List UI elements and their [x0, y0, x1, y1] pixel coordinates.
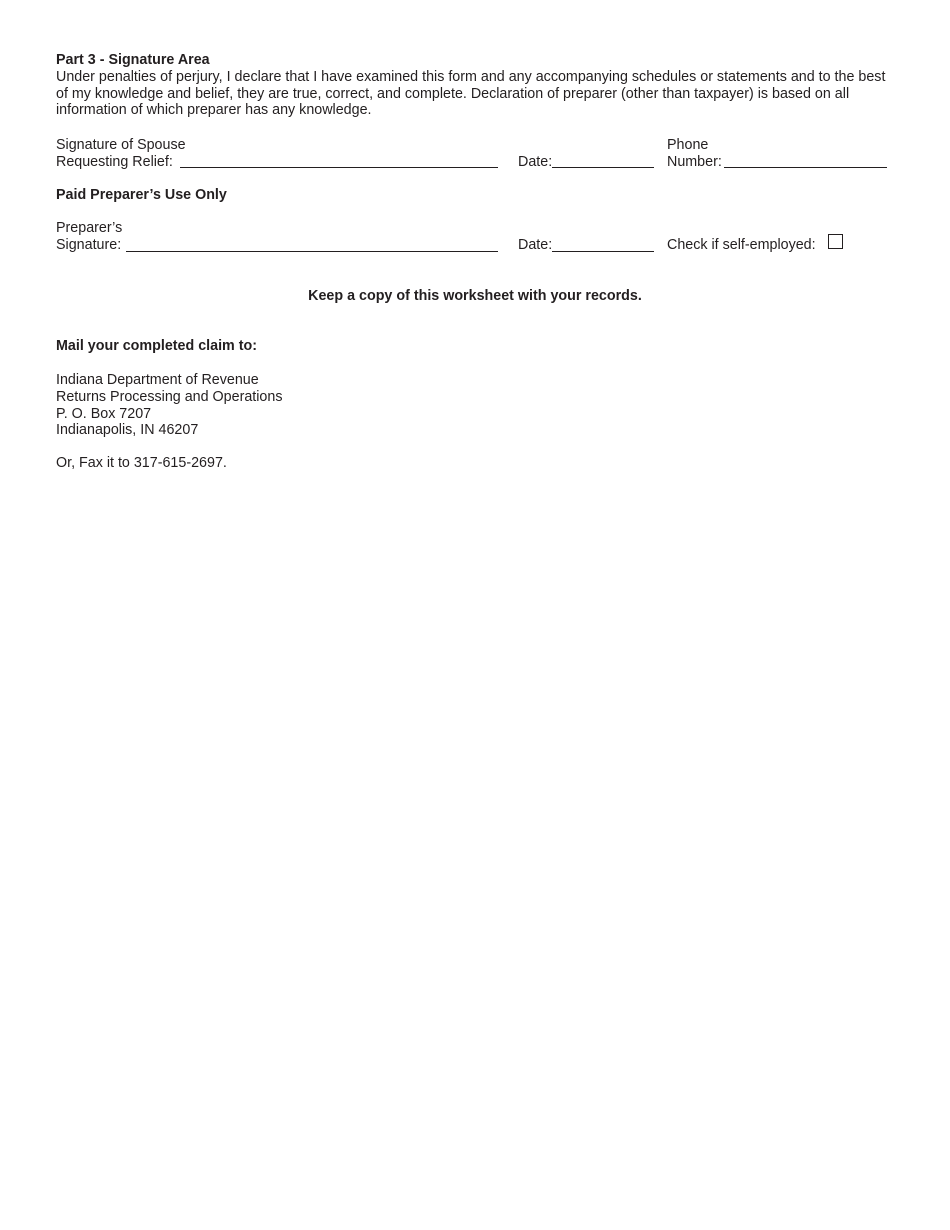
preparer-label-line2: Signature: — [56, 236, 122, 253]
fax-instruction: Or, Fax it to 317-615-2697. — [56, 455, 227, 471]
phone-number-line[interactable] — [724, 167, 887, 168]
phone-label-line2: Number: — [667, 153, 722, 170]
address-line: Returns Processing and Operations — [56, 388, 283, 405]
mail-heading: Mail your completed claim to: — [56, 338, 257, 354]
preparer-signature-label — [56, 220, 122, 254]
part3-heading: Part 3 - Signature Area — [56, 52, 210, 68]
paid-preparer-heading: Paid Preparer’s Use Only — [56, 187, 227, 203]
address-line: Indiana Department of Revenue — [56, 372, 259, 388]
mailing-address — [56, 372, 283, 439]
preparer-date-label: Date: — [518, 237, 553, 253]
preparer-date-line[interactable] — [552, 251, 654, 252]
phone-number-label — [667, 137, 722, 171]
self-employed-label: Check if self-employed: — [667, 237, 816, 253]
spouse-label-line2: Requesting Relief: — [56, 153, 173, 170]
address-line: P. O. Box 7207 — [56, 405, 152, 422]
preparer-label-line1: Preparer’s — [56, 220, 123, 236]
self-employed-checkbox[interactable] — [828, 234, 843, 249]
address-line: Indianapolis, IN 46207 — [56, 422, 199, 439]
perjury-declaration: Under penalties of perjury, I declare that I have examined this form and any accompanying schedules or statements and to the best of my knowledge and belief, they are true, correct, and complete. Declaration of preparer (other than taxpayer) is based on all information of which preparer has any knowledge. — [56, 68, 886, 119]
spouse-date-line[interactable] — [552, 167, 654, 168]
phone-label-line1: Phone — [667, 137, 709, 153]
spouse-signature-label — [56, 137, 186, 171]
keep-copy-notice: Keep a copy of this worksheet with your records. — [308, 288, 642, 304]
spouse-label-line1: Signature of Spouse — [56, 137, 186, 153]
preparer-signature-line[interactable] — [126, 251, 498, 252]
spouse-signature-line[interactable] — [180, 167, 498, 168]
declaration-section — [56, 52, 896, 119]
spouse-date-label: Date: — [518, 154, 553, 170]
